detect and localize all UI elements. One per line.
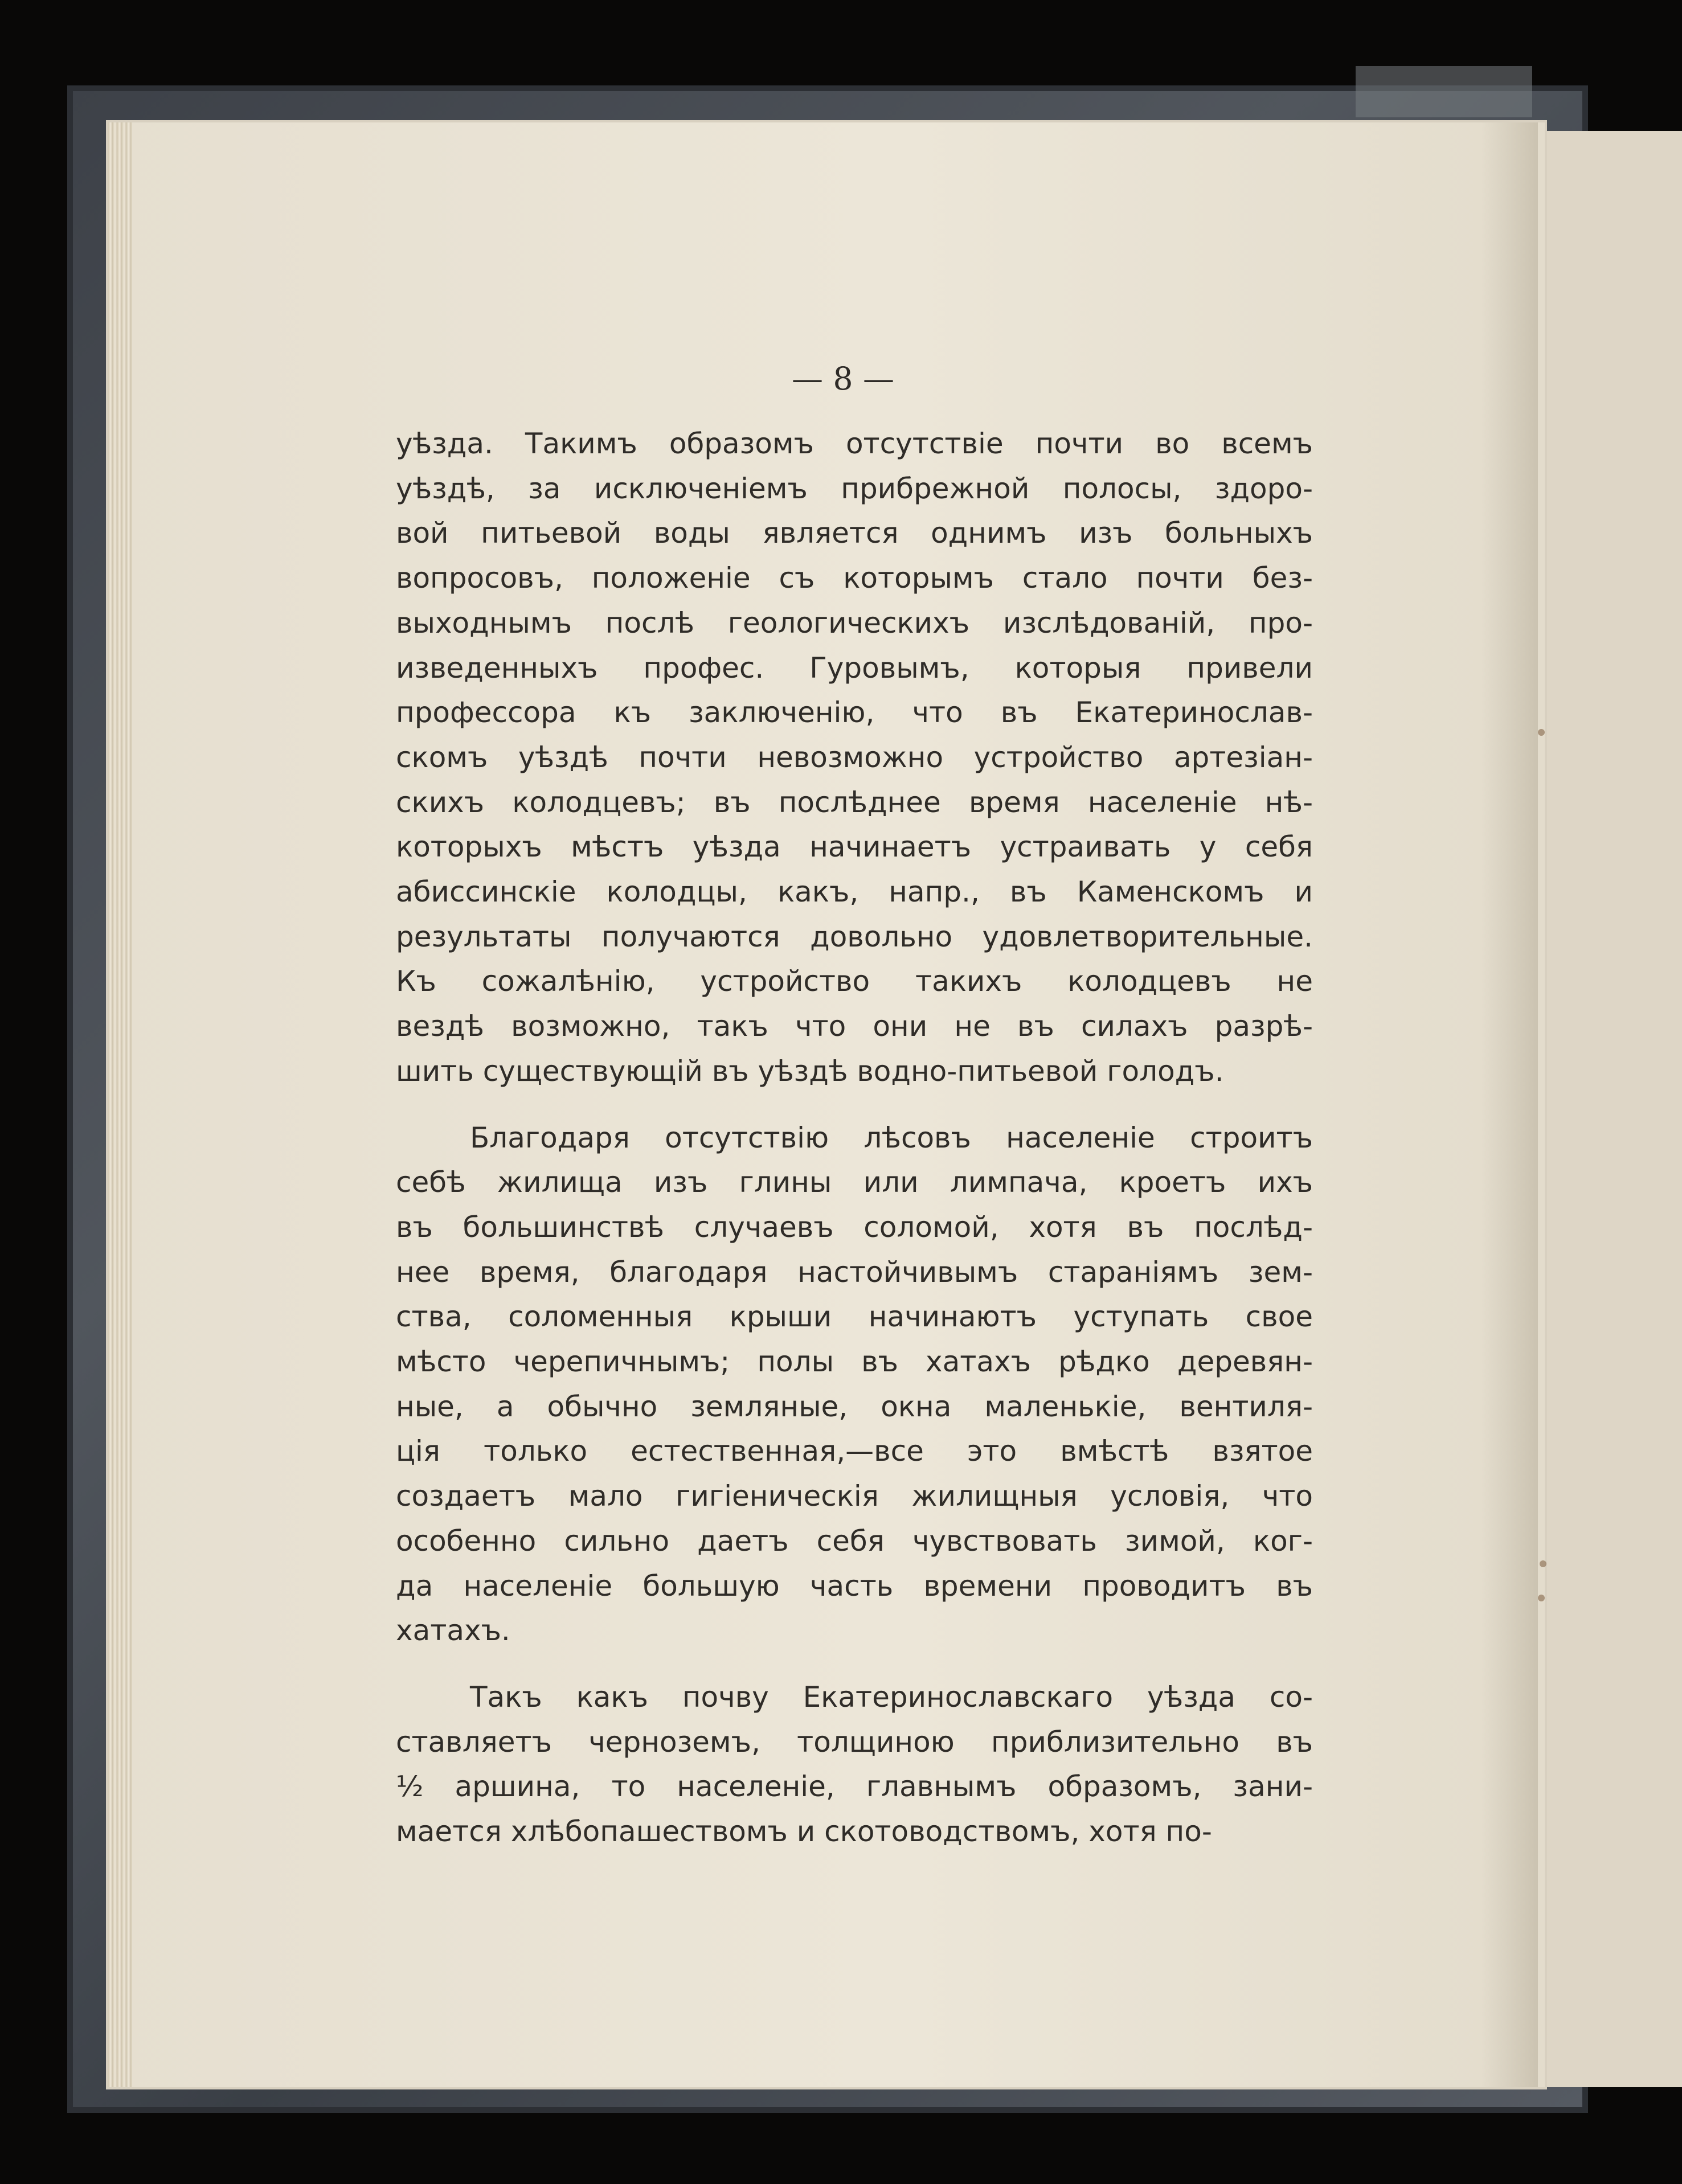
main-text-block bbox=[396, 421, 1313, 1854]
paragraph-3 bbox=[396, 1675, 1313, 1854]
text-line: ція только естественная,—все это вмѣстѣ взятое bbox=[396, 1435, 1313, 1468]
spine-shadow bbox=[1481, 122, 1538, 2087]
text-line: Къ сожалѣнію, устройство такихъ колодцевъ не bbox=[396, 965, 1313, 998]
text-line: хатахъ. bbox=[396, 1614, 510, 1648]
text-line: ставляетъ черноземъ, толщиною приблизительно въ bbox=[396, 1725, 1313, 1759]
text-line: уѣздѣ, за исключеніемъ прибрежной полосы, здоро- bbox=[396, 472, 1313, 505]
text-line: скихъ колодцевъ; въ послѣднее время населеніе нѣ- bbox=[396, 785, 1313, 819]
text-line: ные, а обычно земляные, окна маленькіе, вентиля- bbox=[396, 1390, 1313, 1423]
text-line: ½ аршина, то населеніе, главнымъ образомъ, зани- bbox=[396, 1770, 1313, 1804]
text-line: мѣсто черепичнымъ; полы въ хатахъ рѣдко деревян- bbox=[396, 1345, 1313, 1379]
text-line: результаты получаются довольно удовлетворительные. bbox=[396, 920, 1313, 953]
text-line: нее время, благодаря настойчивымъ стараніямъ зем- bbox=[396, 1255, 1313, 1289]
text-line: да населеніе большую часть времени проводитъ въ bbox=[396, 1569, 1313, 1603]
text-line: уѣзда. Такимъ образомъ отсутствіе почти во всемъ bbox=[396, 427, 1313, 460]
paragraph-2 bbox=[396, 1116, 1313, 1653]
paper-blemish bbox=[1538, 729, 1545, 736]
text-line: вездѣ возможно, такъ что они не въ силахъ разрѣ- bbox=[396, 1010, 1313, 1043]
cover-highlight bbox=[1356, 66, 1532, 117]
text-line: создаетъ мало гигіеническія жилищныя условія, что bbox=[396, 1480, 1313, 1513]
text-line: мается хлѣбопашествомъ и скотоводствомъ, хотя по- bbox=[396, 1815, 1212, 1849]
page-number: — 8 — bbox=[792, 360, 894, 397]
text-line: выходнымъ послѣ геологическихъ изслѣдованій, про- bbox=[396, 606, 1313, 640]
text-line: себѣ жилища изъ глины или лимпача, кроетъ ихъ bbox=[396, 1166, 1313, 1199]
text-line: вой питьевой воды является однимъ изъ больныхъ bbox=[396, 517, 1313, 550]
page-stack-edge bbox=[108, 122, 132, 2087]
text-line: вопросовъ, положеніе съ которымъ стало почти без- bbox=[396, 562, 1313, 595]
adjacent-page-edge bbox=[1538, 131, 1682, 2087]
text-line: Благодаря отсутствію лѣсовъ населеніе строитъ bbox=[470, 1121, 1313, 1154]
text-line: которыхъ мѣстъ уѣзда начинаетъ устраивать у себя bbox=[396, 830, 1313, 864]
text-line: ства, соломенныя крыши начинаютъ уступать свое bbox=[396, 1300, 1313, 1334]
paper-blemish bbox=[1540, 1560, 1546, 1567]
paragraph-1 bbox=[396, 421, 1313, 1094]
text-line: Такъ какъ почву Екатеринославскаго уѣзда со- bbox=[470, 1680, 1313, 1714]
text-line: въ большинствѣ случаевъ соломой, хотя въ послѣд- bbox=[396, 1210, 1313, 1244]
text-line: профессора къ заключенію, что въ Екатеринослав- bbox=[396, 696, 1313, 730]
text-line: шить существующій въ уѣздѣ водно-питьевой голодъ. bbox=[396, 1054, 1224, 1088]
text-line: особенно сильно даетъ себя чувствовать зимой, ког- bbox=[396, 1524, 1313, 1558]
text-line: скомъ уѣздѣ почти невозможно устройство артезіан- bbox=[396, 740, 1313, 774]
text-line: абиссинскіе колодцы, какъ, напр., въ Каменскомъ и bbox=[396, 875, 1313, 909]
text-line: изведенныхъ профес. Гуровымъ, которыя привели bbox=[396, 651, 1313, 685]
paper-blemish bbox=[1538, 1595, 1545, 1601]
